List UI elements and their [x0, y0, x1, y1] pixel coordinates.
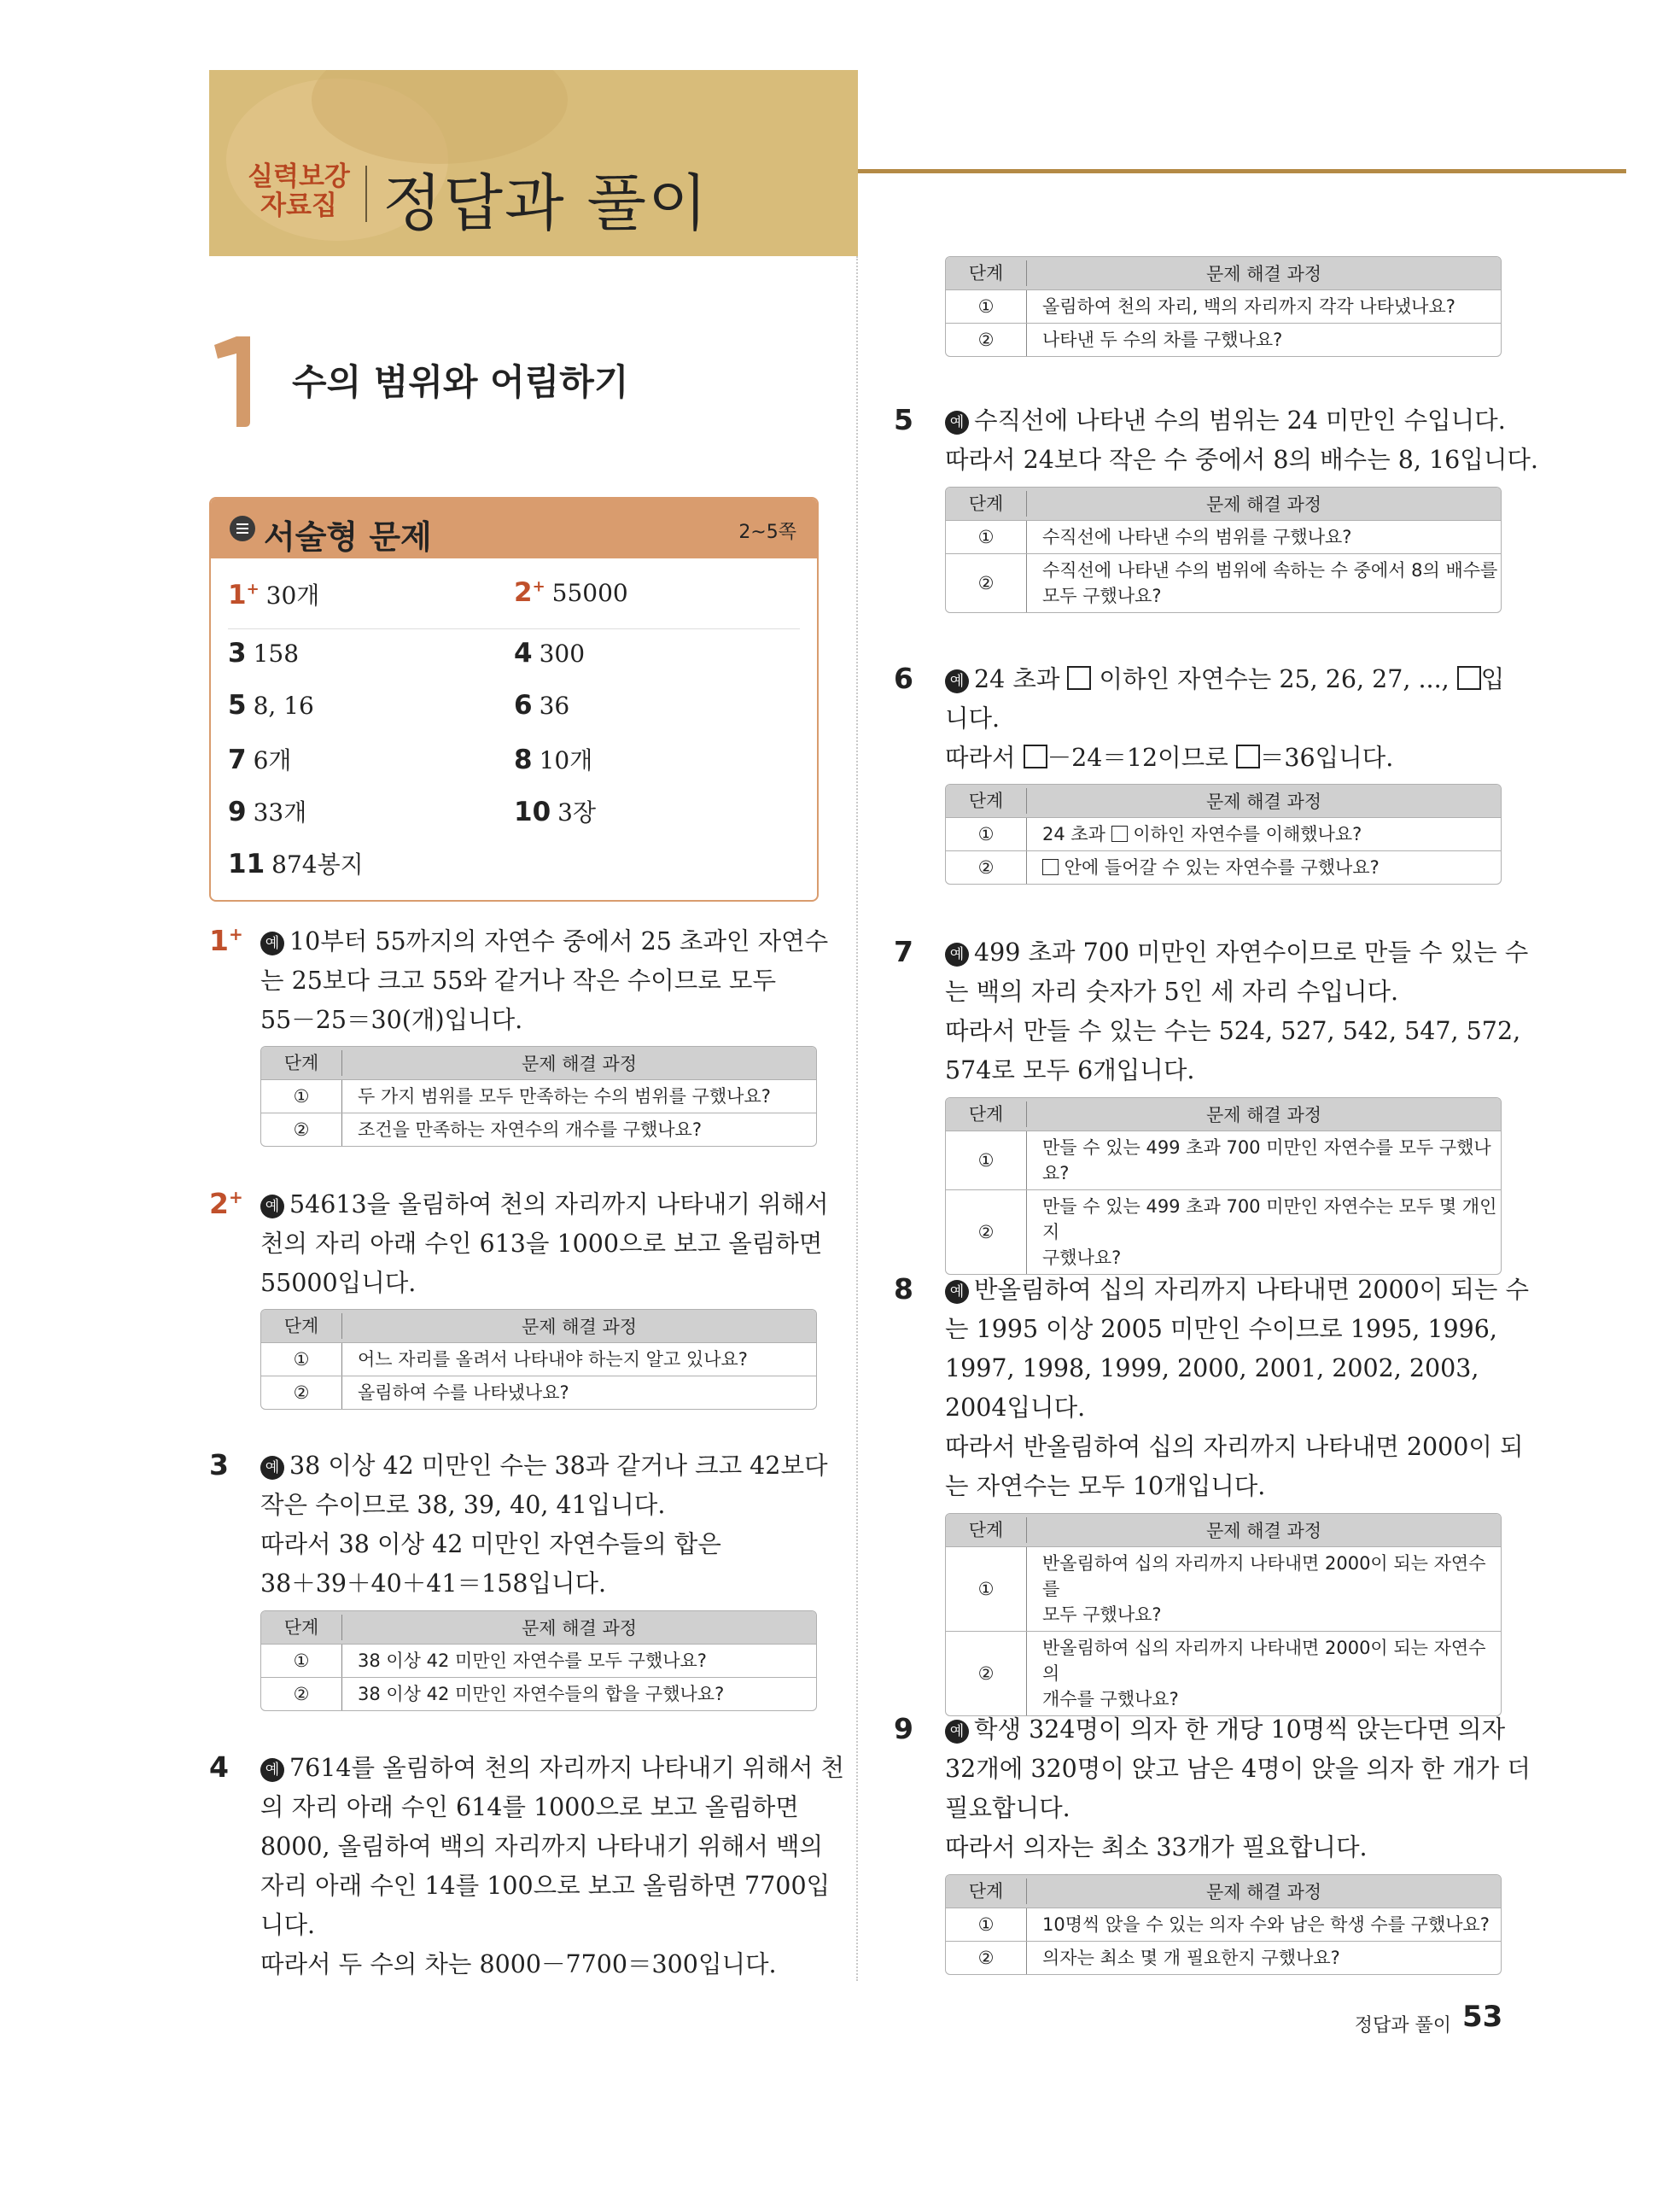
problem-number: 9 [894, 1712, 913, 1745]
answer-item: 7 6개 [228, 745, 292, 775]
problem-number: 7 [894, 935, 913, 968]
footer-label: 정답과 풀이 [1354, 2015, 1451, 2036]
example-mark: 예 [945, 669, 969, 693]
blank-box [1457, 666, 1481, 690]
header-separator [365, 166, 367, 222]
answer-item: 8 10개 [514, 745, 593, 775]
blank-box [1042, 859, 1059, 875]
example-mark: 예 [260, 1758, 284, 1782]
rubric-table: 단계 문제 해결 과정 ① 24 초과 이하인 자연수를 이해했나요? ② 안에 들어갈 수 있는 자연수를 구했나요? [945, 784, 1502, 885]
header-rule [858, 169, 1626, 173]
blank-box [1111, 826, 1128, 842]
answer-summary-box [209, 497, 819, 902]
summary-header [211, 499, 817, 558]
problem-number: 5 [894, 403, 913, 436]
problem-solution: 예 7614를 올림하여 천의 자리까지 나타내기 위해서 천 의 자리 아래 수인 614를 1000으로 보고 올림하면 8000, 올림하여 백의 자리까지 나타내기 위해서 백의 자리 아래 수인 14를 100으로 보고 올림하면 7700입 니다. 따라서 두 수의 차는 8000－7700＝300입니다. [260, 1754, 844, 1978]
example-mark: 예 [945, 411, 969, 435]
column-separator [856, 256, 858, 1981]
summary-title: 서술형 문제 [264, 518, 432, 556]
problem-solution: 예 54613을 올림하여 천의 자리까지 나타내기 위해서 천의 자리 아래 수인 613을 1000으로 보고 올림하면 55000입니다. [260, 1190, 829, 1297]
chapter-number-graphic [211, 333, 255, 429]
problem-number: 6 [894, 662, 913, 695]
rubric-table: 단계 문제 해결 과정 ① 어느 자리를 올려서 나타내야 하는지 알고 있나요? ② 올림하여 수를 나타냈나요? [260, 1309, 817, 1410]
answer-item: 3 158 [228, 638, 300, 669]
summary-pages: 2~5쪽 [738, 522, 796, 543]
summary-divider [228, 628, 800, 629]
answer-item: 10 3장 [514, 797, 597, 827]
blank-box [1067, 666, 1091, 690]
answer-item: 9 33개 [228, 797, 307, 827]
problem-number: 8 [894, 1272, 913, 1306]
blank-box [1024, 745, 1047, 768]
rubric-table: 단계 문제 해결 과정 ① 두 가지 범위를 모두 만족하는 수의 범위를 구했나요? ② 조건을 만족하는 자연수의 개수를 구했나요? [260, 1046, 817, 1147]
example-mark: 예 [260, 932, 284, 955]
problem-number: 1+ [209, 924, 243, 957]
rubric-table: 단계 문제 해결 과정 ① 수직선에 나타낸 수의 범위를 구했나요? ② 수직선에 나타낸 수의 범위에 속하는 수 중에서 8의 배수를 모두 구했나요? [945, 487, 1502, 613]
rubric-table: 단계 문제 해결 과정 ① 반올림하여 십의 자리까지 나타내면 2000이 되는 자연수를 모두 구했나요? ② 반올림하여 십의 자리까지 나타내면 2000이 되는 자연수의 개수를 구했나요? [945, 1513, 1502, 1716]
header-tag: 실력보강 자료집 [248, 161, 350, 221]
rubric-table: 단계 문제 해결 과정 ① 10명씩 앉을 수 있는 의자 수와 남은 학생 수를 구했나요? ② 의자는 최소 몇 개 필요한지 구했나요? [945, 1874, 1502, 1975]
problem-number: 4 [209, 1750, 229, 1784]
answer-item: 11 874봉지 [228, 849, 364, 879]
problem-solution: 예 10부터 55까지의 자연수 중에서 25 초과인 자연수 는 25보다 크고 55와 같거나 작은 수이므로 모두 55－25＝30(개)입니다. [260, 927, 829, 1034]
problem-number: 3 [209, 1448, 229, 1481]
answer-item: 5 8, 16 [228, 690, 314, 721]
answer-item: 2+ 55000 [514, 577, 628, 608]
problem-solution: 예 38 이상 42 미만인 수는 38과 같거나 크고 42보다 작은 수이므로 38, 39, 40, 41입니다. 따라서 38 이상 42 미만인 자연수들의 합은 38＋39＋40＋41＝158입니다. [260, 1452, 828, 1598]
rubric-table: 단계 문제 해결 과정 ① 만들 수 있는 499 초과 700 미만인 자연수를 모두 구했나요? ② 만들 수 있는 499 초과 700 미만인 자연수는 모두 몇 개인지 구했나요? [945, 1097, 1502, 1275]
problem-solution: 예 학생 324명이 의자 한 개당 10명씩 앉는다면 의자 32개에 320명이 앉고 남은 4명이 앉을 의자 한 개가 더 필요합니다. 따라서 의자는 최소 33개가 필요합니다. [945, 1715, 1531, 1861]
problem-solution: 예 반올림하여 십의 자리까지 나타내면 2000이 되는 수 는 1995 이상 2005 미만인 수이므로 1995, 1996, 1997, 1998, 1999, 2000, 2001, 2002, 2003, 2004입니다. 따라서 반올림하여 십의 자리까지 나타내면 2000이 되 는 자연수는 모두 10개입니다. [945, 1276, 1529, 1500]
problem-solution: 예 수직선에 나타낸 수의 범위는 24 미만인 수입니다. 따라서 24보다 작은 수 중에서 8의 배수는 8, 16입니다. [945, 406, 1538, 474]
rubric-table: 단계 문제 해결 과정 ① 올림하여 천의 자리, 백의 자리까지 각각 나타냈나요? ② 나타낸 두 수의 차를 구했나요? [945, 256, 1502, 357]
problem-solution: 예 499 초과 700 미만인 자연수이므로 만들 수 있는 수 는 백의 자리 숫자가 5인 세 자리 수입니다. 따라서 만들 수 있는 수는 524, 527, 542, 547, 572, 574로 모두 6개입니다. [945, 938, 1529, 1084]
answer-item: 4 300 [514, 638, 586, 669]
example-mark: 예 [260, 1195, 284, 1218]
page-number: 53 [1462, 2000, 1503, 2034]
example-mark: 예 [945, 943, 969, 967]
rubric-table: 단계 문제 해결 과정 ① 38 이상 42 미만인 자연수를 모두 구했나요? ② 38 이상 42 미만인 자연수들의 합을 구했나요? [260, 1610, 817, 1711]
list-icon [230, 516, 255, 541]
example-mark: 예 [945, 1280, 969, 1304]
example-mark: 예 [945, 1720, 969, 1744]
chapter-title: 수의 범위와 어림하기 [292, 361, 629, 403]
answer-item: 1+ 30개 [228, 580, 320, 611]
problem-solution: 예 24 초과 이하인 자연수는 25, 26, 27, ..., 입 니다. 따라서 －24＝12이므로 ＝36입니다. [945, 665, 1505, 772]
example-mark: 예 [260, 1456, 284, 1480]
blank-box [1236, 745, 1260, 768]
answer-item: 6 36 [514, 690, 570, 721]
page-title: 정답과 풀이 [382, 167, 709, 239]
problem-number: 2+ [209, 1187, 243, 1220]
